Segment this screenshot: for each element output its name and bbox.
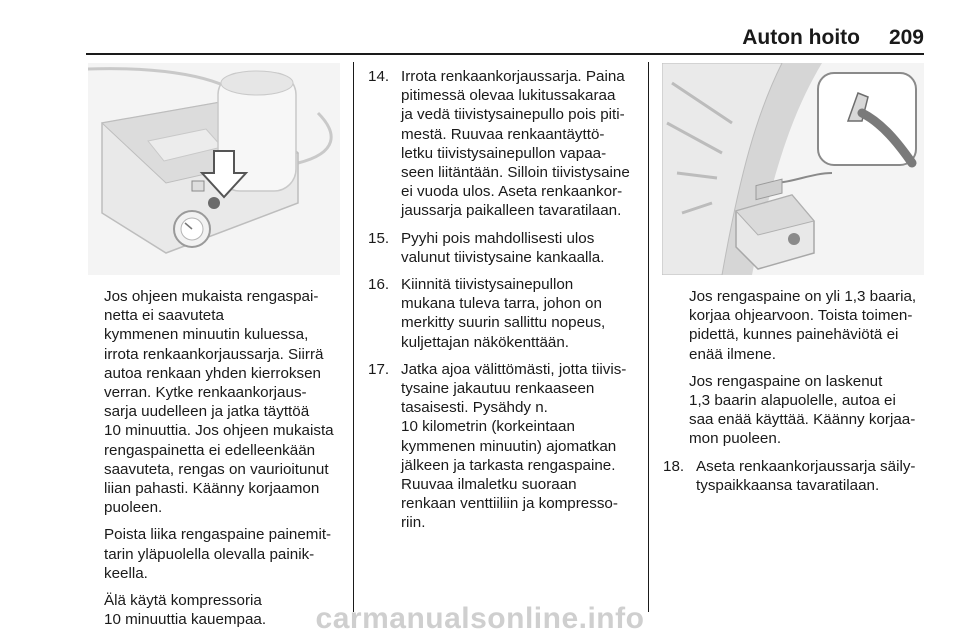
step-number: 17. <box>368 360 390 378</box>
header-rule <box>86 53 924 55</box>
right-column-text <box>663 287 928 503</box>
step-item: 16. Kiinnitä tiivistysainepullon mukana tuleva tarra, johon on merkitty suurin sallittu nopeus, kuljettajan näkökenttään. <box>368 276 606 351</box>
step-list <box>368 67 643 533</box>
middle-column-text <box>368 67 643 541</box>
paragraph: Poista liika rengaspaine painemit- tarin yläpuolella olevalla painik- keella. <box>104 526 332 582</box>
step-item: 17. Jatka ajoa välittömästi, jotta tiivis- tysaine jakautuu renkaaseen tasaisesti. Pysähdy n. 10 kilometrin (korkeintaan kymmenen minuutin) ajomatkan jälkeen ja tarkasta rengaspaine. Ruuvaa ilmaletku suoraan renkaan venttiiliin ja kompresso- riin. <box>368 360 627 532</box>
section-title: Auton hoito <box>742 26 860 49</box>
step-item: 15. Pyyhi pois mahdollisesti ulos valunut tiivistysaine kankaalla. <box>368 229 605 266</box>
watermark: carmanualsonline.info <box>315 602 645 635</box>
column-divider-left <box>353 62 354 612</box>
paragraph: Älä käytä kompressoria 10 minuuttia kauempaa. <box>104 592 267 629</box>
step-item: 14. Irrota renkaankorjaussarja. Paina pitimessä olevaa lukitussakaraa ja vedä tiivistysainepullo pois piti- mestä. Ruuvaa renkaantäyttö- letku tiivistysainepullon vapaa- seen liitäntään. Silloin tiivistysaine ei vuoda ulos. Aseta renkaankor- jaussarja paikalleen tavaratilaan. <box>368 68 630 220</box>
compressor-illustration <box>88 63 340 275</box>
compressor-with-sealant-bottle-icon <box>88 63 340 275</box>
tyre-valve-and-compressor-icon <box>662 63 924 275</box>
step-list <box>663 457 928 495</box>
page-header <box>0 0 960 60</box>
step-number: 18. <box>663 457 685 475</box>
step-number: 14. <box>368 68 390 85</box>
paragraph: Jos rengaspaine on yli 1,3 baaria, korjaa ohjearvoon. Toista toimen- pidettä, kunnes painehäviötä ei enää ilmene. <box>689 288 917 363</box>
step-number: 16. <box>368 276 390 294</box>
left-column-text <box>104 287 344 637</box>
page-number: 209 <box>888 26 924 49</box>
step-item: 18. Aseta renkaankorjaussarja säily- tyspaikkaansa tavaratilaan. <box>663 457 916 494</box>
column-divider-right <box>648 62 649 612</box>
step-number: 15. <box>368 229 390 247</box>
paragraph: Jos ohjeen mukaista rengaspai- netta ei saavuteta kymmenen minuutin kuluessa, irrota renkaankorjaussarja. Siirrä autoa renkaan yhden kierroksen verran. Kytke renkaankorjaus- sarja uudelleen ja jatka täyttöä 10 minuuttia. Jos ohjeen mukaista rengaspainetta ei edelleenkään saavuteta, rengas on vaurioitunut liian pahasti. Käänny korjaamon puoleen. <box>104 288 334 517</box>
paragraph: Jos rengaspaine on laskenut 1,3 baarin alapuolelle, autoa ei saa enää käyttää. Käänny korjaa- mon puoleen. <box>689 372 916 448</box>
tyre-valve-illustration <box>662 63 924 275</box>
